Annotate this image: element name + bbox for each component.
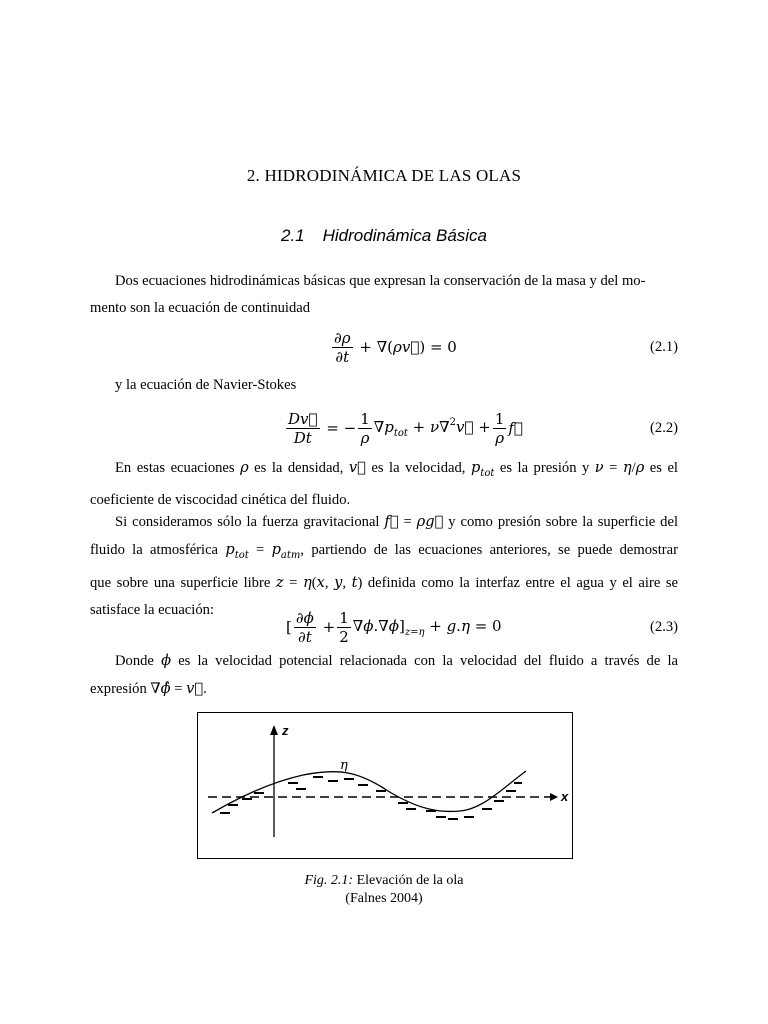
paragraph-line: satisface la ecuación: <box>90 602 214 618</box>
paragraph-line: Dos ecuaciones hidrodinámicas básicas que expresan la conservación de la masa y del mo- <box>115 273 646 289</box>
section-number: 2.1 <box>280 226 305 245</box>
paragraph-line: fluido la atmosférica $p_{tot} = p_{atm}$, partiendo de las ecuaciones anteriores, se puede demostrar <box>90 541 678 561</box>
paragraph-line: Si consideramos sólo la fuerza gravitacional f⃗ = ρg⃗ y como presión sobre la superficie del <box>115 513 678 530</box>
water-hatching <box>220 777 522 819</box>
equation-number: (2.3) <box>650 619 678 635</box>
caption-text: Elevación de la ola <box>356 873 464 888</box>
paragraph-variables <box>90 454 678 514</box>
paragraph-line: expresión ∇ϕ̂ = v⃗. <box>90 680 207 697</box>
z-axis-label: z <box>282 723 289 738</box>
paragraph-line: que sobre una superficie libre z = η(x, y, t) definida como la interfaz entre el agua y el aire se <box>90 574 679 591</box>
paragraph-potential <box>90 647 678 703</box>
x-axis-label: x <box>561 789 569 804</box>
x-axis-arrow <box>550 793 558 801</box>
paragraph-navier-stokes-intro <box>90 372 678 399</box>
paragraph-continuity-intro <box>90 268 678 322</box>
equation-number: (2.2) <box>650 420 678 436</box>
wave-elevation-figure <box>197 712 573 859</box>
figure-caption <box>0 872 768 908</box>
equation-number: (2.1) <box>650 339 678 355</box>
chapter-title: 2. HIDRODINÁMICA DE LAS OLAS <box>246 166 522 185</box>
paragraph-line: mento son la ecuación de continuidad <box>90 300 311 316</box>
wave-diagram <box>198 713 572 858</box>
equation-2-2: $\frac{Dv⃗}{Dt}$ = − $\frac{1}{\rho}$ $\nabla p_{tot}$ + ν∇$^2$v⃗ + $\frac{1}{\rho}$ f⃗ (2.2) <box>90 403 678 453</box>
equation-2-1: $\frac{\partial\rho}{\partial t}$ + ∇(ρv⃗) = 0 (2.1) <box>90 322 678 372</box>
equation-2-3: [ $\frac{\partial\phi}{\partial t}$ + $\frac{1}{2}$ $\nabla\phi.\nabla\phi]_{z=\eta} + g.\eta = 0$ (2.3) <box>90 602 678 652</box>
section-title-text: Hidrodinámica Básica <box>322 226 488 245</box>
z-axis-arrow <box>270 725 278 735</box>
eta-label: η <box>340 758 348 773</box>
section-title <box>0 226 768 246</box>
paragraph-line: En estas ecuaciones ρ es la densidad, v⃗ es la velocidad, $p_{tot}$ es la presión y ν = η/ρ es el <box>115 459 678 479</box>
paragraph-line: coeficiente de viscocidad cinética del fluido. <box>90 492 351 508</box>
caption-label: Fig. 2.1: <box>304 873 354 888</box>
caption-source: (Falnes 2004) <box>345 891 423 906</box>
paragraph-line: y la ecuación de Navier-Stokes <box>115 377 297 393</box>
paragraph-line: Donde ϕ es la velocidad potencial relacionada con la velocidad del fluido a través de la <box>115 652 678 669</box>
